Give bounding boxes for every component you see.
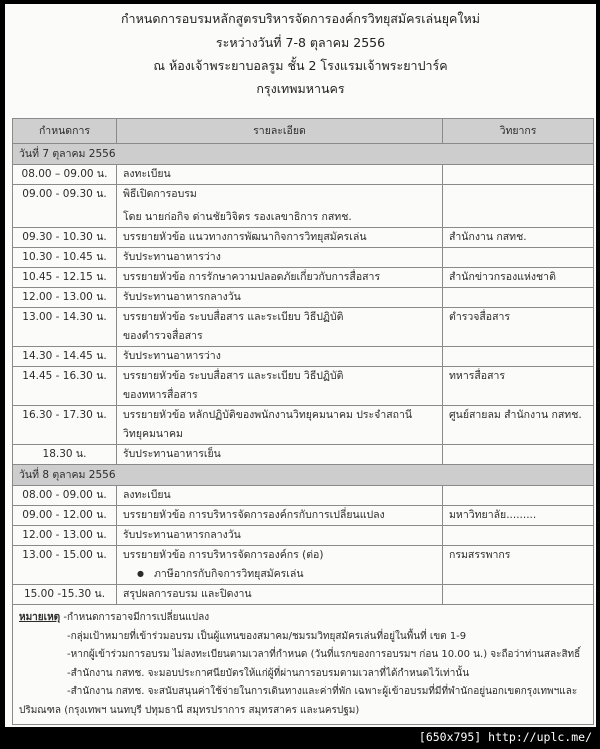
detail-line: ลงทะเบียน bbox=[123, 489, 171, 501]
speaker-cell: กรมสรรพากร bbox=[443, 546, 594, 585]
detail-line: สรุปผลการอบรม และปิดงาน bbox=[123, 588, 252, 600]
table-row bbox=[13, 546, 594, 585]
time-cell: 15.00 -15.30 น. bbox=[13, 585, 117, 605]
table-body bbox=[13, 144, 594, 605]
notes-item: -กำหนดการอาจมีการเปลี่ยนแปลง bbox=[63, 612, 210, 623]
speaker-cell: ศูนย์สายลม สำนักงาน กสทช. bbox=[443, 406, 594, 445]
day-header-row bbox=[13, 144, 594, 165]
document-page bbox=[5, 4, 596, 727]
notes-item: -หากผู้เข้าร่วมการอบรม ไม่ลงทะเบียนตามเวลาที่กำหนด (วันที่แรกของการอบรมฯ ก่อน 10.00 น.) จะถือว่าท่านสละสิทธิ์ bbox=[67, 649, 581, 660]
speaker-cell: สำนักข่าวกรองแห่งชาติ bbox=[443, 268, 594, 288]
notes-item: -สำนักงาน กสทช. จะสนับสนุนค่าใช้จ่ายในการเดินทางและค่าที่พัก เฉพาะผู้เข้าอบรมที่มีที่พำนักอยู่นอกเขตกรุงเทพฯและ bbox=[67, 686, 578, 697]
detail-line: บรรยายหัวข้อ ระบบสื่อสาร และระเบียบ วิธีปฏิบัติ bbox=[123, 370, 344, 382]
detail-cell bbox=[117, 486, 443, 506]
time-cell: 09.00 - 12.00 น. bbox=[13, 506, 117, 526]
day-header-row bbox=[13, 465, 594, 486]
time-cell: 13.00 - 15.00 น. bbox=[13, 546, 117, 585]
detail-line: รับประทานอาหารว่าง bbox=[123, 350, 221, 362]
table-row bbox=[13, 506, 594, 526]
table-row bbox=[13, 228, 594, 248]
speaker-cell bbox=[443, 248, 594, 268]
detail-line: ของทหารสื่อสาร bbox=[123, 389, 198, 401]
speaker-cell bbox=[443, 185, 594, 228]
speaker-cell bbox=[443, 585, 594, 605]
table-row bbox=[13, 248, 594, 268]
time-cell: 16.30 - 17.30 น. bbox=[13, 406, 117, 445]
detail-line: รับประทานอาหารกลางวัน bbox=[123, 291, 241, 303]
speaker-cell bbox=[443, 486, 594, 506]
speaker-cell: ตำรวจสื่อสาร bbox=[443, 308, 594, 347]
detail-line: พิธีเปิดการอบรม bbox=[123, 188, 197, 200]
detail-cell bbox=[117, 268, 443, 288]
detail-cell bbox=[117, 185, 443, 228]
time-cell: 10.30 - 10.45 น. bbox=[13, 248, 117, 268]
table-row bbox=[13, 165, 594, 185]
table-row bbox=[13, 486, 594, 506]
time-cell: 18.30 น. bbox=[13, 445, 117, 465]
detail-cell bbox=[117, 406, 443, 445]
detail-line: บรรยายหัวข้อ แนวทางการพัฒนากิจการวิทยุสมัครเล่น bbox=[123, 231, 367, 243]
detail-line: ของตำรวจสื่อสาร bbox=[123, 330, 203, 342]
detail-line: บรรยายหัวข้อ หลักปฏิบัติของพนักงานวิทยุคมนาคม ประจำสถานี bbox=[123, 409, 413, 421]
time-cell: 14.45 - 16.30 น. bbox=[13, 367, 117, 406]
time-cell: 12.00 - 13.00 น. bbox=[13, 526, 117, 546]
schedule-dates: ระหว่างวันที่ 7-8 ตุลาคม 2556 bbox=[215, 35, 386, 50]
speaker-cell bbox=[443, 445, 594, 465]
table-row bbox=[13, 308, 594, 347]
detail-line: รับประทานอาหารว่าง bbox=[123, 251, 221, 263]
speaker-cell: มหาวิทยาลัย......... bbox=[443, 506, 594, 526]
detail-line: บรรยายหัวข้อ การบริหารจัดการองค์กรกับการเปลี่ยนแปลง bbox=[123, 509, 385, 521]
table-header-row bbox=[13, 119, 594, 144]
table-row bbox=[13, 268, 594, 288]
time-cell: 10.45 - 12.15 น. bbox=[13, 268, 117, 288]
detail-cell bbox=[117, 445, 443, 465]
table-row bbox=[13, 445, 594, 465]
detail-cell bbox=[117, 367, 443, 406]
detail-cell bbox=[117, 347, 443, 367]
table-row bbox=[13, 526, 594, 546]
column-header-speaker: วิทยากร bbox=[443, 119, 594, 144]
speaker-cell bbox=[443, 526, 594, 546]
detail-cell bbox=[117, 506, 443, 526]
speaker-cell: ทหารสื่อสาร bbox=[443, 367, 594, 406]
detail-cell bbox=[117, 308, 443, 347]
speaker-cell bbox=[443, 165, 594, 185]
time-cell: 08.00 – 09.00 น. bbox=[13, 165, 117, 185]
image-footer-bar bbox=[0, 727, 600, 749]
schedule-title: กำหนดการอบรมหลักสูตรบริหารจัดการองค์กรวิทยุสมัครเล่นยุคใหม่ bbox=[120, 11, 480, 26]
column-header-time: กำหนดการ bbox=[13, 119, 117, 144]
detail-cell bbox=[117, 248, 443, 268]
day-label: วันที่ 7 ตุลาคม 2556 bbox=[13, 144, 594, 165]
time-cell: 08.00 - 09.00 น. bbox=[13, 486, 117, 506]
detail-cell bbox=[117, 288, 443, 308]
notes-item: -กลุ่มเป้าหมายที่เข้าร่วมอบรม เป็นผู้แทนของสมาคม/ชมรมวิทยุสมัครเล่นที่อยู่ในพื้นที่ เขต 1-9 bbox=[67, 630, 467, 642]
time-cell: 09.00 - 09.30 น. bbox=[13, 185, 117, 228]
table-row bbox=[13, 185, 594, 228]
schedule-city: กรุงเทพมหานคร bbox=[256, 81, 345, 96]
detail-cell bbox=[117, 546, 443, 585]
time-cell: 12.00 - 13.00 น. bbox=[13, 288, 117, 308]
notes-cell bbox=[13, 605, 594, 725]
detail-line: รับประทานอาหารกลางวัน bbox=[123, 529, 241, 541]
time-cell: 13.00 - 14.30 น. bbox=[13, 308, 117, 347]
speaker-cell bbox=[443, 347, 594, 367]
detail-line: วิทยุคมนาคม bbox=[123, 428, 183, 440]
day-label: วันที่ 8 ตุลาคม 2556 bbox=[13, 465, 594, 486]
notes-row bbox=[13, 605, 594, 725]
table-row bbox=[13, 406, 594, 445]
table-row bbox=[13, 367, 594, 406]
table-row bbox=[13, 288, 594, 308]
speaker-cell: สำนักงาน กสทช. bbox=[443, 228, 594, 248]
speaker-cell bbox=[443, 288, 594, 308]
detail-cell bbox=[117, 165, 443, 185]
time-cell: 14.30 - 14.45 น. bbox=[13, 347, 117, 367]
time-cell: 09.30 - 10.30 น. bbox=[13, 228, 117, 248]
notes-item: -สำนักงาน กสทช. จะมอบประกาศนียบัตรให้แก่ผู้ที่ผ่านการอบรมตามเวลาที่ได้กำหนดไว้เท่านั้น bbox=[67, 667, 470, 679]
notes-item: ปริมณฑล (กรุงเทพฯ นนทบุรี ปทุมธานี สมุทรปราการ สมุทรสาคร และนครปฐม) bbox=[19, 704, 360, 716]
schedule-venue: ณ ห้องเจ้าพระยาบอลรูม ชั้น 2 โรงแรมเจ้าพระยาปาร์ค bbox=[153, 58, 448, 73]
detail-line: บรรยายหัวข้อ การบริหารจัดการองค์กร (ต่อ) bbox=[123, 549, 324, 561]
schedule-table bbox=[12, 118, 594, 725]
detail-cell bbox=[117, 526, 443, 546]
column-header-detail: รายละเอียด bbox=[117, 119, 443, 144]
detail-cell bbox=[117, 228, 443, 248]
detail-line: ลงทะเบียน bbox=[123, 168, 171, 180]
image-source-label: [650x795] http://uplc.me/ bbox=[418, 730, 592, 744]
detail-line: โดย นายก่อกิจ ด่านชัยวิจิตร รองเลขาธิการ กสทช. bbox=[123, 211, 352, 223]
table-row bbox=[13, 347, 594, 367]
detail-line: บรรยายหัวข้อ ระบบสื่อสาร และระเบียบ วิธีปฏิบัติ bbox=[123, 311, 344, 323]
detail-line: บรรยายหัวข้อ การรักษาความปลอดภัยเกี่ยวกับการสื่อสาร bbox=[123, 271, 381, 283]
table-row bbox=[13, 585, 594, 605]
detail-cell bbox=[117, 585, 443, 605]
bullet-item: ● ภาษีอากรกับกิจการวิทยุสมัครเล่น bbox=[123, 565, 436, 584]
detail-line: รับประทานอาหารเย็น bbox=[123, 448, 221, 460]
notes-label: หมายเหตุ bbox=[19, 612, 61, 623]
